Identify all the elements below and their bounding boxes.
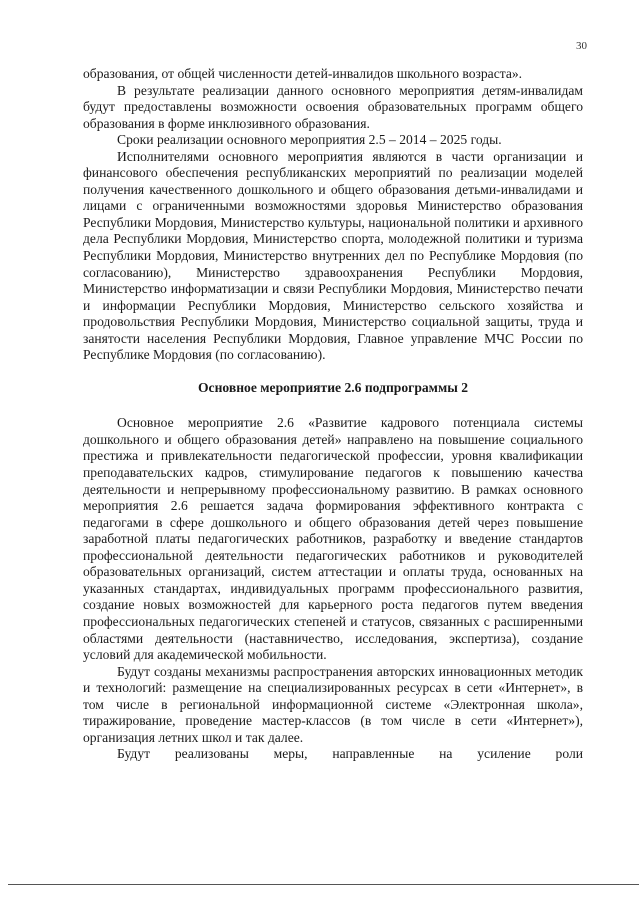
paragraph-measure-description: Основное мероприятие 2.6 «Развитие кадрового потенциала системы дошкольного и общего образования детей» направлено на повышение социального престижа и привлекательности педагогической профессии, уровня квалификации преподавательских кадров, стимулирование педагогов к повышению качества деятельности и непрерывному профессиональному развитию. В рамках основного мероприятия 2.6 решается задача формирования эффективного контракта с педагогами в сфере дошкольного и общего образования детей через повышение заработной платы педагогических работников, разработку и введение стандартов профессиональной деятельности педагогических работников и руководителей образовательных организаций, систем аттестации и оплаты труда, основанных на указанных стандартах, индивидуальных программ профессионального развития, создание новых возможностей для карьерного роста педагогов путем введения профессиональных педагогических степеней и статусов, связанных с расширенными областями деятельности (наставничество, исследования, экспертиза), создание условий для академической мобильности. bbox=[83, 415, 583, 663]
paragraph-mechanisms: Будут созданы механизмы распространения авторских инновационных методик и технологий: размещение на специализированных ресурсах в сети «Интернет», в том числе в региональной информационной системе «Электронная школа», тиражирование, проведение мастер-классов (в том числе в сети «Интернет»), организация летних школ и так далее. bbox=[83, 663, 583, 745]
paragraph-timeline: Сроки реализации основного мероприятия 2.5 – 2014 – 2025 годы. bbox=[117, 132, 502, 148]
paragraph-executors: Исполнителями основного мероприятия являются в части организации и финансового обеспечения республиканских мероприятий по реализации моделей получения качественного дошкольного и общего образования детьми-инвалидами и лицами с ограниченными возможностями здоровья Министерство образования Республики Мордовия, Министерство культуры, национальной политики и архивного дела Республики Мордовия, Министерство спорта, молодежной политики и туризма Республики Мордовия, Министерство внутренних дел по Республике Мордовия (по согласованию), Министерство здравоохранения Республики Мордовия, Министерство информатизации и связи Республики Мордовия, Министерство печати и информации Республики Мордовия, Министерство сельского хозяйства и продовольствия Республики Мордовия, Министерство социальной защиты, труда и занятости населения Республики Мордовия, Главное управление МЧС России по Республике Мордовия (по согласованию). bbox=[83, 148, 583, 363]
bottom-rule bbox=[8, 884, 639, 885]
page-number: 30 bbox=[576, 40, 587, 52]
paragraph-measures-start: Будут реализованы меры, направленные на усиление роли bbox=[117, 746, 583, 762]
document-body bbox=[83, 66, 583, 763]
paragraph-results: В результате реализации данного основного мероприятия детям-инвалидам будут предоставлены возможности освоения образовательных программ общего образования в форме инклюзивного образования. bbox=[83, 82, 583, 131]
paragraph-continuation: образования, от общей численности детей-инвалидов школьного возраста». bbox=[83, 66, 523, 81]
section-heading: Основное мероприятие 2.6 подпрограммы 2 bbox=[197, 379, 469, 395]
